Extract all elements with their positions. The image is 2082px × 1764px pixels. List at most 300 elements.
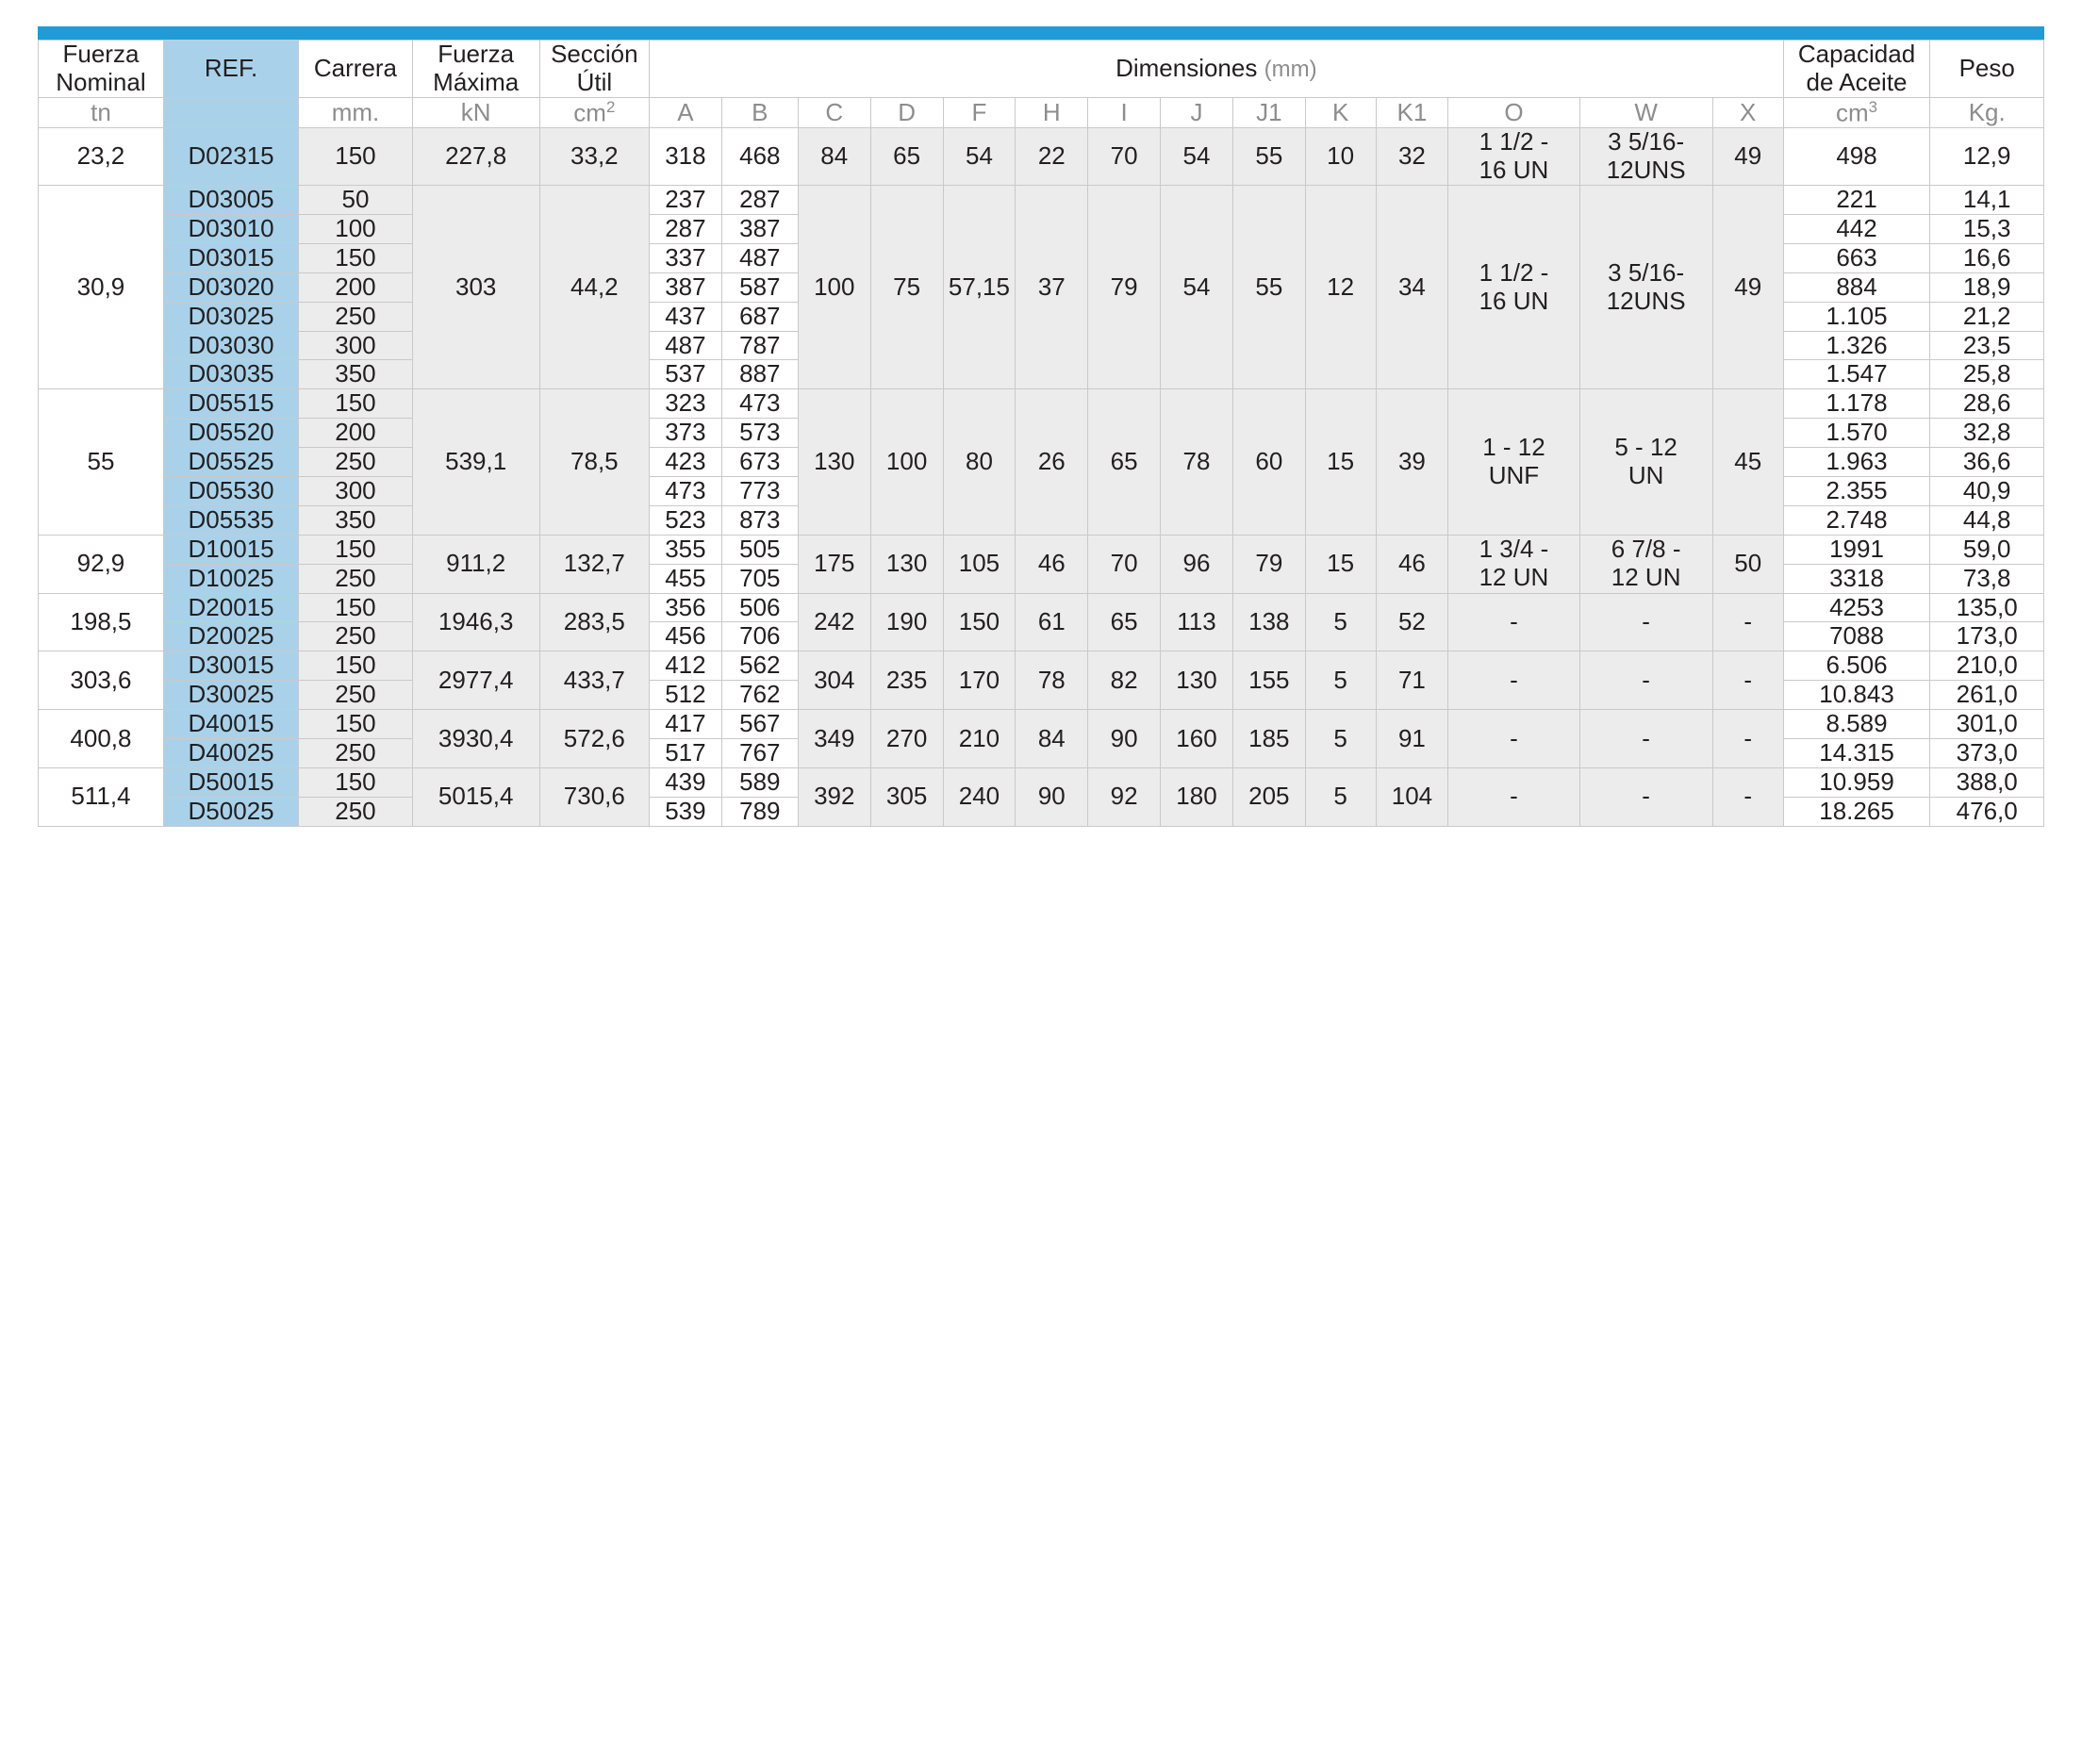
cell-peso: 261,0 xyxy=(1930,681,2044,710)
cell-i: 65 xyxy=(1088,389,1161,535)
cell-seccion-util: 78,5 xyxy=(539,389,649,535)
cell-b: 887 xyxy=(721,360,798,389)
cell-ref: D40025 xyxy=(163,739,298,768)
cell-c: 349 xyxy=(798,710,870,768)
cell-k1: 71 xyxy=(1376,651,1448,710)
cell-a: 537 xyxy=(650,360,722,389)
cell-peso: 373,0 xyxy=(1930,739,2044,768)
dim-letter-h: H xyxy=(1016,97,1088,128)
cell-carrera: 250 xyxy=(299,681,412,710)
cell-capacidad: 884 xyxy=(1783,272,1930,302)
cell-fuerza-nominal: 198,5 xyxy=(39,593,164,651)
cell-peso: 210,0 xyxy=(1930,651,2044,681)
cell-o xyxy=(1448,389,1579,535)
cell-carrera: 150 xyxy=(299,128,412,186)
cell-seccion-util: 433,7 xyxy=(539,651,649,710)
cell-b: 789 xyxy=(721,797,798,826)
header-fuerza-nominal xyxy=(39,41,164,98)
cell-fuerza-nominal: 23,2 xyxy=(39,128,164,186)
dim-letter-b: B xyxy=(721,97,798,128)
cell-h: 37 xyxy=(1016,186,1088,389)
cell-peso: 21,2 xyxy=(1930,302,2044,331)
cell-b: 505 xyxy=(721,535,798,564)
cell-capacidad: 498 xyxy=(1783,128,1930,186)
cell-a: 456 xyxy=(650,622,722,651)
cell-fuerza-maxima: 911,2 xyxy=(412,535,539,593)
cell-w: - xyxy=(1579,651,1712,710)
cell-b: 468 xyxy=(721,128,798,186)
cell-h: 61 xyxy=(1016,593,1088,651)
cell-peso: 173,0 xyxy=(1930,622,2044,651)
cell-o-l2: 12 UN xyxy=(1479,563,1549,592)
cell-capacidad: 8.589 xyxy=(1783,710,1930,739)
cell-seccion-util: 572,6 xyxy=(539,710,649,768)
cell-b: 562 xyxy=(721,651,798,681)
cell-d: 305 xyxy=(870,767,943,826)
cell-a: 517 xyxy=(650,739,722,768)
cell-o-l2: 16 UN xyxy=(1479,286,1549,315)
cell-peso: 44,8 xyxy=(1930,505,2044,535)
header-row-titles xyxy=(39,41,2044,98)
cell-b: 487 xyxy=(721,243,798,272)
cell-carrera: 150 xyxy=(299,767,412,797)
cell-seccion-util: 44,2 xyxy=(539,186,649,389)
specifications-table xyxy=(38,40,2044,827)
cell-x: 50 xyxy=(1712,535,1783,593)
cell-b: 287 xyxy=(721,186,798,215)
cell-w-l1: 6 7/8 - xyxy=(1611,535,1681,564)
cell-j1: 60 xyxy=(1232,389,1305,535)
cell-o xyxy=(1448,128,1579,186)
cell-capacidad: 1.178 xyxy=(1783,389,1930,419)
cell-x: - xyxy=(1712,767,1783,826)
cell-a: 423 xyxy=(650,448,722,477)
cell-carrera: 150 xyxy=(299,593,412,622)
cell-carrera: 250 xyxy=(299,302,412,331)
cell-a: 473 xyxy=(650,477,722,506)
cell-w xyxy=(1579,535,1712,593)
cell-fuerza-maxima: 3930,4 xyxy=(412,710,539,768)
cell-d: 65 xyxy=(870,128,943,186)
dim-letter-j1: J1 xyxy=(1232,97,1305,128)
cell-b: 705 xyxy=(721,564,798,593)
cell-h: 46 xyxy=(1016,535,1088,593)
cell-h: 78 xyxy=(1016,651,1088,710)
cell-i: 70 xyxy=(1088,535,1161,593)
cell-o-l2: UNF xyxy=(1488,461,1540,490)
cell-a: 337 xyxy=(650,243,722,272)
cell-w-l2: 12 UN xyxy=(1611,563,1681,592)
cell-fuerza-maxima: 1946,3 xyxy=(412,593,539,651)
cell-c: 304 xyxy=(798,651,870,710)
cell-w: - xyxy=(1579,767,1712,826)
cell-j1: 79 xyxy=(1232,535,1305,593)
cell-peso: 12,9 xyxy=(1930,128,2044,186)
cell-capacidad: 4253 xyxy=(1783,593,1930,622)
cell-carrera: 350 xyxy=(299,360,412,389)
cell-i: 65 xyxy=(1088,593,1161,651)
cell-a: 287 xyxy=(650,215,722,244)
cell-capacidad: 1991 xyxy=(1783,535,1930,564)
cell-k1: 34 xyxy=(1376,186,1448,389)
header-fuerza-maxima-l2: Máxima xyxy=(433,67,520,96)
cell-h: 90 xyxy=(1016,767,1088,826)
cell-ref: D30025 xyxy=(163,681,298,710)
cell-w xyxy=(1579,389,1712,535)
cell-b: 587 xyxy=(721,272,798,302)
cell-carrera: 150 xyxy=(299,535,412,564)
header-seccion-util xyxy=(539,41,649,98)
cell-a: 523 xyxy=(650,505,722,535)
cell-b: 687 xyxy=(721,302,798,331)
header-capacidad-l1: Capacidad xyxy=(1797,40,1916,68)
table-body xyxy=(39,128,2044,826)
cell-a: 455 xyxy=(650,564,722,593)
cell-k1: 32 xyxy=(1376,128,1448,186)
cell-w-l1: 5 - 12 xyxy=(1614,433,1677,462)
cell-a: 387 xyxy=(650,272,722,302)
cell-o-l1: 1 1/2 - xyxy=(1479,257,1549,287)
cell-peso: 36,6 xyxy=(1930,448,2044,477)
cell-carrera: 200 xyxy=(299,272,412,302)
table-row xyxy=(39,186,2044,215)
table-row xyxy=(39,651,2044,681)
cell-b: 787 xyxy=(721,331,798,360)
cell-capacidad: 7088 xyxy=(1783,622,1930,651)
cell-f: 150 xyxy=(943,593,1016,651)
cell-a: 356 xyxy=(650,593,722,622)
cell-j1: 205 xyxy=(1232,767,1305,826)
header-row-units xyxy=(39,97,2044,128)
cell-j: 113 xyxy=(1161,593,1233,651)
cell-o-l1: 1 1/2 - xyxy=(1479,127,1549,157)
cell-ref: D30015 xyxy=(163,651,298,681)
cell-seccion-util: 283,5 xyxy=(539,593,649,651)
cell-carrera: 250 xyxy=(299,622,412,651)
cell-x: 49 xyxy=(1712,186,1783,389)
cell-capacidad: 1.547 xyxy=(1783,360,1930,389)
cell-fuerza-maxima: 2977,4 xyxy=(412,651,539,710)
cell-b: 762 xyxy=(721,681,798,710)
cell-d: 235 xyxy=(870,651,943,710)
cell-ref: D50025 xyxy=(163,797,298,826)
cell-fuerza-maxima: 5015,4 xyxy=(412,767,539,826)
table-row xyxy=(39,535,2044,564)
cell-carrera: 300 xyxy=(299,477,412,506)
cell-a: 512 xyxy=(650,681,722,710)
cell-k1: 39 xyxy=(1376,389,1448,535)
cell-ref: D02315 xyxy=(163,128,298,186)
cell-fuerza-nominal: 30,9 xyxy=(39,186,164,389)
cell-b: 873 xyxy=(721,505,798,535)
dim-letter-o: O xyxy=(1448,97,1579,128)
cell-b: 573 xyxy=(721,419,798,448)
cell-ref: D03015 xyxy=(163,243,298,272)
cell-ref: D05535 xyxy=(163,505,298,535)
cell-peso: 32,8 xyxy=(1930,419,2044,448)
dim-letter-d: D xyxy=(870,97,943,128)
cell-carrera: 250 xyxy=(299,739,412,768)
cell-b: 706 xyxy=(721,622,798,651)
cell-d: 100 xyxy=(870,389,943,535)
table-row xyxy=(39,128,2044,186)
header-dimensiones xyxy=(650,41,1784,98)
cell-j: 180 xyxy=(1161,767,1233,826)
cell-j: 130 xyxy=(1161,651,1233,710)
cell-j: 78 xyxy=(1161,389,1233,535)
cell-carrera: 200 xyxy=(299,419,412,448)
unit-peso: Kg. xyxy=(1930,97,2044,128)
cell-seccion-util: 33,2 xyxy=(539,128,649,186)
cell-o: - xyxy=(1448,767,1579,826)
cell-k1: 91 xyxy=(1376,710,1448,768)
header-peso: Peso xyxy=(1930,41,2044,98)
cell-a: 373 xyxy=(650,419,722,448)
cell-ref: D20025 xyxy=(163,622,298,651)
cell-d: 130 xyxy=(870,535,943,593)
cell-ref: D50015 xyxy=(163,767,298,797)
cell-k: 5 xyxy=(1305,651,1376,710)
cell-a: 237 xyxy=(650,186,722,215)
cell-j1: 55 xyxy=(1232,186,1305,389)
cell-carrera: 250 xyxy=(299,564,412,593)
cell-peso: 40,9 xyxy=(1930,477,2044,506)
cell-ref: D05525 xyxy=(163,448,298,477)
cell-j1: 185 xyxy=(1232,710,1305,768)
cell-w-l2: 12UNS xyxy=(1606,156,1686,185)
cell-w xyxy=(1579,186,1712,389)
cell-capacidad: 663 xyxy=(1783,243,1930,272)
unit-seccion-util: $cm^2$ xyxy=(539,97,649,128)
header-dimensiones-unit: (mm) xyxy=(1264,56,1317,82)
header-seccion-util-l1: Sección xyxy=(551,40,638,68)
cell-a: 323 xyxy=(650,389,722,419)
cell-w: - xyxy=(1579,593,1712,651)
spec-sheet xyxy=(0,26,2082,1764)
cell-o xyxy=(1448,535,1579,593)
cell-f: 80 xyxy=(943,389,1016,535)
cell-ref: D05520 xyxy=(163,419,298,448)
table-row xyxy=(39,389,2044,419)
cell-i: 82 xyxy=(1088,651,1161,710)
cell-carrera: 150 xyxy=(299,710,412,739)
cell-j: 96 xyxy=(1161,535,1233,593)
cell-carrera: 150 xyxy=(299,243,412,272)
cell-ref: D03005 xyxy=(163,186,298,215)
table-header xyxy=(39,41,2044,128)
cell-ref: D20015 xyxy=(163,593,298,622)
cell-seccion-util: 730,6 xyxy=(539,767,649,826)
cell-a: 318 xyxy=(650,128,722,186)
cell-c: 242 xyxy=(798,593,870,651)
cell-carrera: 150 xyxy=(299,389,412,419)
header-fuerza-maxima-l1: Fuerza xyxy=(438,40,515,68)
cell-x: - xyxy=(1712,710,1783,768)
header-capacidad-l2: de Aceite xyxy=(1806,67,1908,96)
cell-b: 473 xyxy=(721,389,798,419)
cell-a: 439 xyxy=(650,767,722,797)
cell-fuerza-maxima: 539,1 xyxy=(412,389,539,535)
cell-peso: 28,6 xyxy=(1930,389,2044,419)
cell-fuerza-maxima: 303 xyxy=(412,186,539,389)
cell-x: - xyxy=(1712,651,1783,710)
dim-letter-j: J xyxy=(1161,97,1233,128)
cell-w-l1: 3 5/16- xyxy=(1608,257,1685,287)
cell-capacidad: 2.748 xyxy=(1783,505,1930,535)
cell-carrera: 300 xyxy=(299,331,412,360)
cell-peso: 135,0 xyxy=(1930,593,2044,622)
cell-o-l1: 1 3/4 - xyxy=(1479,535,1549,564)
cell-j1: 55 xyxy=(1232,128,1305,186)
cell-f: 54 xyxy=(943,128,1016,186)
cell-seccion-util: 132,7 xyxy=(539,535,649,593)
cell-i: 90 xyxy=(1088,710,1161,768)
header-carrera: Carrera xyxy=(299,41,412,98)
cell-peso: 16,6 xyxy=(1930,243,2044,272)
cell-k: 5 xyxy=(1305,767,1376,826)
cell-capacidad: 14.315 xyxy=(1783,739,1930,768)
cell-c: 100 xyxy=(798,186,870,389)
cell-capacidad: 1.105 xyxy=(1783,302,1930,331)
cell-ref: D10015 xyxy=(163,535,298,564)
cell-a: 487 xyxy=(650,331,722,360)
cell-fuerza-nominal: 55 xyxy=(39,389,164,535)
cell-ref: D10025 xyxy=(163,564,298,593)
dim-letter-a: A xyxy=(650,97,722,128)
cell-c: 130 xyxy=(798,389,870,535)
dim-letter-c: C xyxy=(798,97,870,128)
cell-o-l1: 1 - 12 xyxy=(1482,433,1545,462)
cell-capacidad: 221 xyxy=(1783,186,1930,215)
cell-fuerza-nominal: 303,6 xyxy=(39,651,164,710)
cell-b: 387 xyxy=(721,215,798,244)
unit-fuerza-maxima: kN xyxy=(412,97,539,128)
cell-peso: 476,0 xyxy=(1930,797,2044,826)
table-row xyxy=(39,593,2044,622)
cell-o-l2: 16 UN xyxy=(1479,156,1549,185)
dim-letter-k1: K1 xyxy=(1376,97,1448,128)
table-row xyxy=(39,710,2044,739)
cell-peso: 301,0 xyxy=(1930,710,2044,739)
cell-j: 54 xyxy=(1161,128,1233,186)
cell-c: 175 xyxy=(798,535,870,593)
cell-b: 673 xyxy=(721,448,798,477)
cell-capacidad: 3318 xyxy=(1783,564,1930,593)
cell-o: - xyxy=(1448,593,1579,651)
cell-ref: D03035 xyxy=(163,360,298,389)
header-seccion-util-l2: Útil xyxy=(576,67,613,96)
cell-f: 57,15 xyxy=(943,186,1016,389)
cell-w-l2: UN xyxy=(1628,461,1664,490)
cell-j: 160 xyxy=(1161,710,1233,768)
dim-letter-k: K xyxy=(1305,97,1376,128)
header-fuerza-nominal-l1: Fuerza xyxy=(62,40,140,68)
cell-carrera: 100 xyxy=(299,215,412,244)
cell-capacidad: 1.570 xyxy=(1783,419,1930,448)
cell-capacidad: 1.326 xyxy=(1783,331,1930,360)
cell-ref: D03020 xyxy=(163,272,298,302)
header-ref: REF. xyxy=(163,41,298,98)
cell-peso: 15,3 xyxy=(1930,215,2044,244)
cell-capacidad: 1.963 xyxy=(1783,448,1930,477)
cell-i: 70 xyxy=(1088,128,1161,186)
cell-c: 392 xyxy=(798,767,870,826)
cell-o: - xyxy=(1448,651,1579,710)
header-capacidad-aceite xyxy=(1783,41,1930,98)
header-dimensiones-label: Dimensiones xyxy=(1115,53,1258,82)
cell-a: 412 xyxy=(650,651,722,681)
cell-k: 5 xyxy=(1305,593,1376,651)
cell-capacidad: 10.843 xyxy=(1783,681,1930,710)
cell-ref: D05515 xyxy=(163,389,298,419)
cell-h: 22 xyxy=(1016,128,1088,186)
unit-capacidad: $cm^3$ xyxy=(1783,97,1930,128)
cell-w-l1: 3 5/16- xyxy=(1608,127,1685,157)
unit-carrera: mm. xyxy=(299,97,412,128)
cell-k: 5 xyxy=(1305,710,1376,768)
cell-k: 12 xyxy=(1305,186,1376,389)
cell-b: 773 xyxy=(721,477,798,506)
cell-peso: 23,5 xyxy=(1930,331,2044,360)
dim-letter-f: F xyxy=(943,97,1016,128)
unit-fuerza-nominal: tn xyxy=(39,97,164,128)
cell-j1: 138 xyxy=(1232,593,1305,651)
cell-h: 26 xyxy=(1016,389,1088,535)
cell-fuerza-maxima: 227,8 xyxy=(412,128,539,186)
cell-fuerza-nominal: 400,8 xyxy=(39,710,164,768)
dim-letter-i: I xyxy=(1088,97,1161,128)
cell-a: 437 xyxy=(650,302,722,331)
cell-capacidad: 18.265 xyxy=(1783,797,1930,826)
cell-carrera: 350 xyxy=(299,505,412,535)
cell-ref: D03025 xyxy=(163,302,298,331)
cell-ref: D03010 xyxy=(163,215,298,244)
cell-f: 240 xyxy=(943,767,1016,826)
cell-peso: 18,9 xyxy=(1930,272,2044,302)
dim-letter-w: W xyxy=(1579,97,1712,128)
cell-d: 190 xyxy=(870,593,943,651)
cell-carrera: 250 xyxy=(299,797,412,826)
cell-k1: 46 xyxy=(1376,535,1448,593)
cell-w-l2: 12UNS xyxy=(1606,286,1686,315)
cell-carrera: 250 xyxy=(299,448,412,477)
cell-ref: D40015 xyxy=(163,710,298,739)
cell-f: 105 xyxy=(943,535,1016,593)
cell-carrera: 50 xyxy=(299,186,412,215)
cell-x: 45 xyxy=(1712,389,1783,535)
cell-j: 54 xyxy=(1161,186,1233,389)
header-fuerza-maxima xyxy=(412,41,539,98)
cell-x: - xyxy=(1712,593,1783,651)
dim-letter-x: X xyxy=(1712,97,1783,128)
cell-o: - xyxy=(1448,710,1579,768)
cell-b: 767 xyxy=(721,739,798,768)
cell-w: - xyxy=(1579,710,1712,768)
cell-peso: 14,1 xyxy=(1930,186,2044,215)
cell-k: 15 xyxy=(1305,535,1376,593)
cell-h: 84 xyxy=(1016,710,1088,768)
cell-k1: 52 xyxy=(1376,593,1448,651)
cell-d: 75 xyxy=(870,186,943,389)
cell-b: 506 xyxy=(721,593,798,622)
cell-ref: D03030 xyxy=(163,331,298,360)
header-fuerza-nominal-l2: Nominal xyxy=(56,67,146,96)
cell-peso: 25,8 xyxy=(1930,360,2044,389)
cell-c: 84 xyxy=(798,128,870,186)
unit-ref xyxy=(163,97,298,128)
cell-a: 539 xyxy=(650,797,722,826)
cell-a: 355 xyxy=(650,535,722,564)
